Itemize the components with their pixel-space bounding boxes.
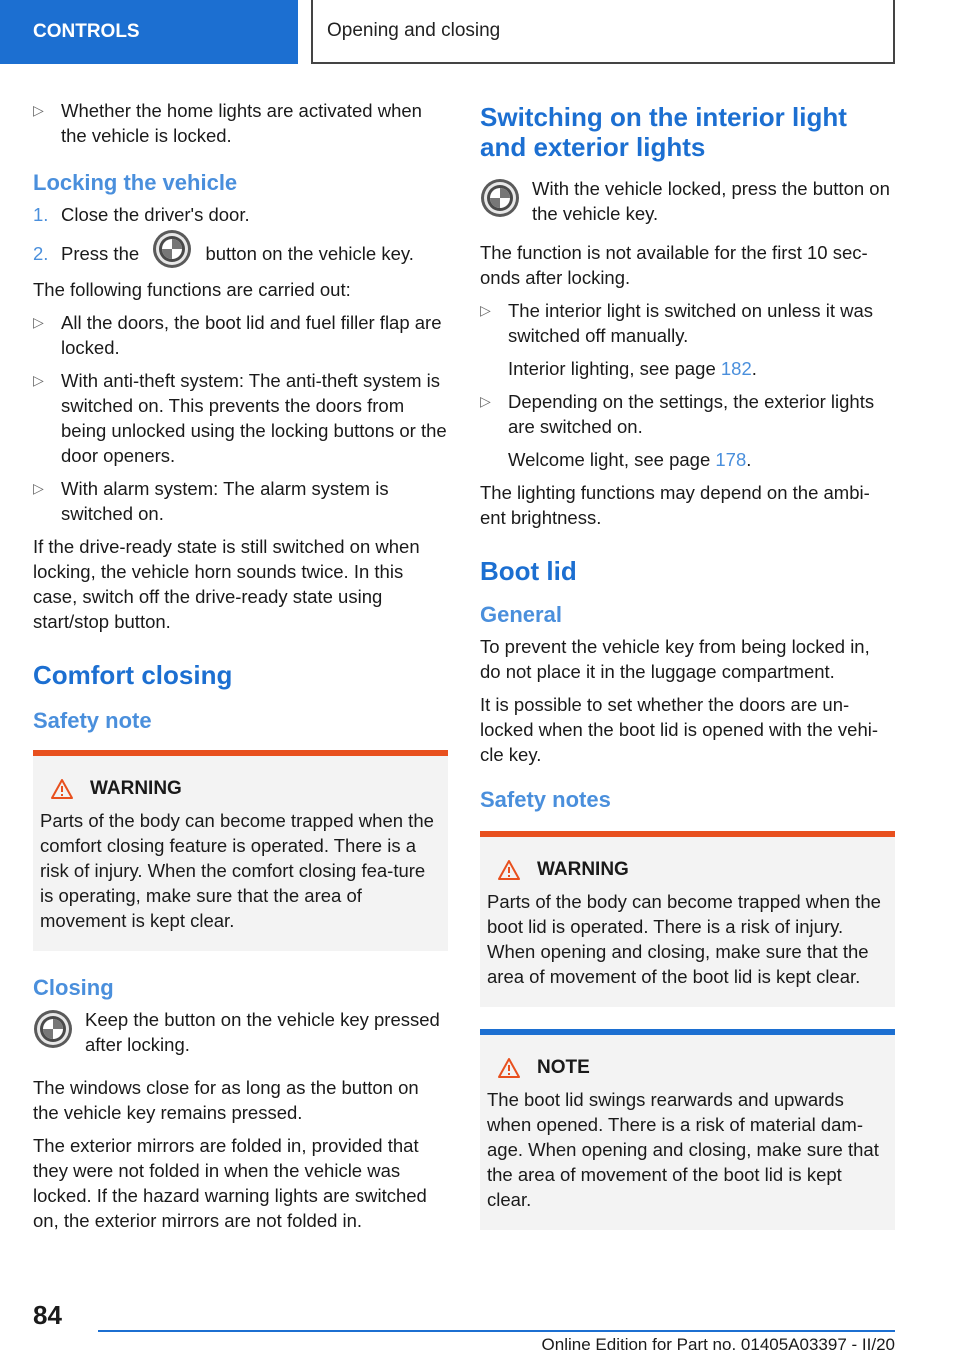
warning-label: WARNING [537, 859, 629, 880]
brightness-paragraph: The lighting functions may depend on the ambi-ent brightness. [480, 482, 870, 528]
step-2 [33, 241, 448, 269]
general-paragraph-2: It is possible to set whether the doors are un-locked when the boot lid is opened with the vehi-cle key. [480, 694, 879, 765]
warning-box [480, 831, 895, 1007]
ref-text: Interior lighting, see page [508, 358, 716, 379]
boot-heading: Boot lid [480, 556, 577, 586]
lights-key-text: With the vehicle locked, press the button on the vehicle key. [532, 178, 890, 224]
interior-lighting-ref: Interior lighting, see page 182. [508, 358, 757, 379]
header-title [311, 0, 895, 64]
step-number: 2. [33, 243, 49, 264]
welcome-light-ref: Welcome light, see page 178. [508, 449, 752, 470]
list-item: ▷ With alarm system: The alarm system is switched on. [33, 476, 448, 526]
warning-text: Parts of the body can become trapped when the comfort closing feature is operated. There is a risk of injury. When the comfort closing fea-ture is operating, make sure that the area of movement is kept clear. [40, 810, 434, 932]
comfort-heading: Comfort closing [33, 660, 233, 691]
header-section [0, 0, 298, 64]
windows-paragraph: The windows close for as long as the button on the vehicle key remains pressed. [33, 1077, 419, 1124]
general-paragraph-1: To prevent the vehicle key from being locked in, do not place it in the luggage compartment. [480, 636, 870, 682]
step-text: Press the [61, 243, 140, 264]
lights-key-row [480, 176, 895, 226]
list-item: ▷ Depending on the settings, the exterior lights are switched on. [480, 389, 895, 439]
page-link-182[interactable]: 182 [720, 358, 752, 379]
list-item: ▷ Whether the home lights are activated when the vehicle is locked. [33, 98, 448, 148]
step-number: 1. [33, 204, 49, 225]
left-column [33, 98, 448, 1241]
closing-key-row [33, 1007, 448, 1057]
footer-divider [98, 1330, 895, 1332]
bmw-roundel-key-icon [152, 229, 192, 269]
mirrors-paragraph: The exterior mirrors are folded in, provided that they were not folded in when the vehicle was locked. If the hazard warning lights are switched on, the exterior mirrors are not folded in. [33, 1135, 427, 1232]
note-text: The boot lid swings rearwards and upwards when opened. There is a risk of material dam-age. When opening and closing, make sure that the area of movement of the boot lid is kept clear. [487, 1089, 879, 1210]
note-title [487, 1057, 887, 1079]
page-link-178[interactable]: 178 [715, 449, 747, 470]
warning-title [487, 859, 887, 881]
locking-heading: Locking the vehicle [33, 170, 238, 195]
note-label: NOTE [537, 1057, 590, 1078]
horn-paragraph: If the drive-ready state is still switched on when locking, the vehicle horn sounds twice. In this case, switch off the drive-ready state using start/stop button. [33, 536, 420, 633]
warning-triangle-icon [50, 778, 74, 800]
warning-title [40, 778, 440, 800]
not-available-paragraph: The function is not available for the first 10 sec-onds after locking. [480, 242, 868, 288]
ref-text: Welcome light, see page [508, 449, 711, 470]
safety-note-heading: Safety note [33, 708, 152, 734]
step-text: Close the driver's door. [61, 204, 250, 225]
functions-intro: The following functions are carried out: [33, 279, 351, 301]
list-item: ▷ With anti-theft system: The anti-theft system is switched on. This prevents the doors from being unlocked using the locking buttons or the door openers. [33, 368, 448, 468]
warning-label: WARNING [90, 778, 182, 800]
general-heading: General [480, 602, 562, 627]
bmw-roundel-key-icon [480, 178, 520, 218]
warning-triangle-icon [497, 859, 521, 881]
closing-key-text: Keep the button on the vehicle key pressed after locking. [85, 1009, 440, 1056]
right-column [480, 98, 895, 1252]
warning-box [33, 750, 448, 951]
closing-heading: Closing [33, 975, 114, 1001]
list-item: ▷ All the doors, the boot lid and fuel filler flap are locked. [33, 310, 448, 360]
footer-edition: Online Edition for Part no. 01405A03397 - II/20 [541, 1335, 895, 1354]
bmw-roundel-key-icon [33, 1009, 73, 1049]
step-text: button on the vehicle key. [205, 243, 414, 264]
warning-triangle-icon [497, 1057, 521, 1079]
list-item: ▷ The interior light is switched on unless it was switched off manually. [480, 298, 895, 348]
safety-notes-heading: Safety notes [480, 787, 611, 812]
step-1 [33, 202, 448, 227]
note-box [480, 1029, 895, 1230]
lights-heading: Switching on the interior light and exterior lights [480, 102, 847, 162]
page-number: 84 [33, 1300, 62, 1330]
warning-text: Parts of the body can become trapped when the boot lid is operated. There is a risk of injury. When opening and closing, make sure that the area of movement of the boot lid is kept clear. [487, 891, 881, 987]
header-section-label: CONTROLS [33, 21, 140, 42]
header-title-label: Opening and closing [327, 20, 501, 41]
